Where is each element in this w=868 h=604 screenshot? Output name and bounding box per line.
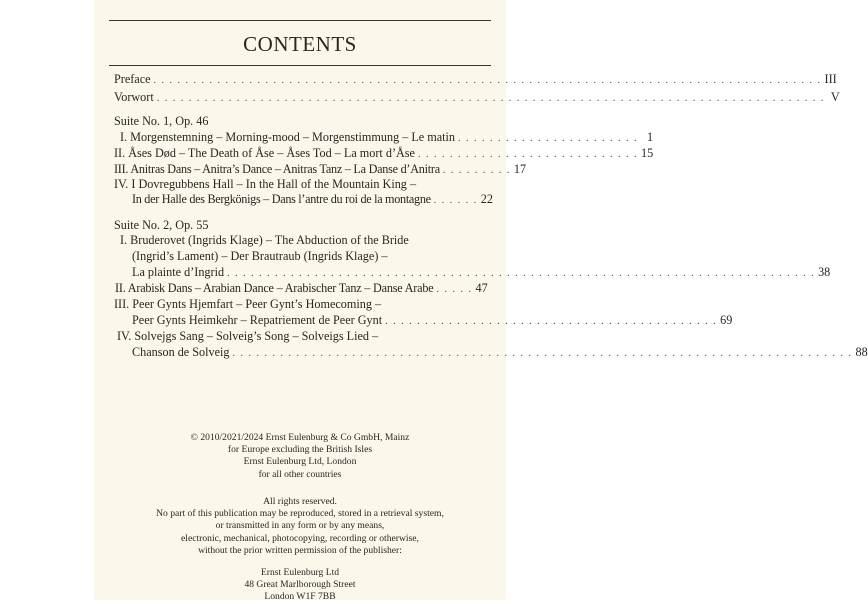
dot-leader: . . . . . . . . . . . . . . . . . . . . . . . . . . . . . . . . . . . . . . . . . . . . . . . . . . . . . . . . . . . . . . . . . . . . . . . . . . . . . . . . . . . . <box>153 75 822 86</box>
toc-entry-label: II. Arabisk Dans – Arabian Dance – Arabischer Tanz – Danse Arabe <box>115 281 434 295</box>
toc-entry-label: Peer Gynts Heimkehr – Repatriement de Peer Gynt <box>132 313 383 327</box>
title-rule <box>109 65 491 66</box>
toc-entry-continuation <box>132 192 493 206</box>
toc-page-number: 17 <box>513 162 527 176</box>
dot-leader: . . . . . . . . . . . . . . . . . . . . . . . <box>458 133 639 144</box>
page-title: CONTENTS <box>243 32 357 56</box>
toc-entry <box>120 233 486 247</box>
toc-entry-label: Vorwort <box>114 90 154 104</box>
toc-entry <box>114 297 486 311</box>
toc-entry-label: Chanson de Solveig <box>132 345 230 359</box>
toc-entry-continuation <box>132 313 733 327</box>
dot-leader: . . . . . . . . . . . . . . . . . . . . . . . . . . . . <box>417 149 638 160</box>
address-line: 48 Great Marlborough Street <box>244 579 356 591</box>
toc-entry-label: I. Bruderovet (Ingrids Klage) – The Abduction of the Bride <box>120 233 409 247</box>
toc-page-number: 15 <box>640 146 654 160</box>
toc-entry-label: Preface <box>114 72 151 86</box>
copyright-line: Ernst Eulenburg Ltd, London <box>243 456 357 468</box>
toc-entry <box>115 281 486 295</box>
copyright-notice <box>120 432 480 481</box>
rights-line: or transmitted in any form or by any means, <box>215 520 385 532</box>
toc-page-number: 1 <box>646 130 654 144</box>
toc-page-number: 88 <box>855 345 868 359</box>
toc-entry-preface <box>114 72 837 86</box>
toc-page-number: 47 <box>475 281 488 295</box>
toc-page-number: 22 <box>480 192 493 206</box>
copyright-line: for all other countries <box>258 468 342 480</box>
address-line: London W1F 7BB <box>264 591 336 603</box>
address-line: Ernst Eulenburg Ltd <box>260 567 340 578</box>
copyright-line: © 2010/2021/2024 Ernst Eulenburg & Co GmbH, Mainz <box>190 432 410 443</box>
publisher-address <box>120 567 480 604</box>
toc-entry-label: La plainte d’Ingrid <box>132 265 225 279</box>
rights-notice <box>120 496 480 557</box>
toc-page-number: V <box>830 90 840 104</box>
toc-page-number: 69 <box>720 313 733 327</box>
rights-line: electronic, mechanical, photocopying, recording or otherwise, <box>181 532 419 544</box>
toc-entry-continuation <box>132 345 868 359</box>
toc-entry-label: II. Åses Død – The Death of Åse – Åses Tod – La mort d’Åse <box>114 146 415 160</box>
toc-entry-continuation <box>132 249 486 263</box>
toc-page-number: 38 <box>818 265 831 279</box>
dot-leader: . . . . . . . . . <box>442 165 511 176</box>
rights-line: All rights reserved. <box>263 496 337 507</box>
copyright-line: for Europe excluding the British Isles <box>227 444 373 456</box>
dot-leader: . . . . . . . . . . . . . . . . . . . . . . . . . . . . . . . . . . . . . . . . . . . . . . . . . . . . . . . . . . . . . . . . . . . . . . . . . . . . . . . . . . . . <box>156 93 825 104</box>
toc-entry-label: III. Anitras Dans – Anitra’s Dance – Anitras Tanz – La Danse d’Anitra <box>114 162 440 176</box>
toc-entry <box>114 146 654 160</box>
toc-page-number: III <box>824 72 837 86</box>
rights-line: without the prior written permission of the publisher: <box>198 544 402 556</box>
toc-entry <box>117 329 486 343</box>
toc-entry-label: IV. I Dovregubbens Hall – In the Hall of the Mountain King – <box>114 177 417 191</box>
toc-entry <box>114 177 486 191</box>
toc-entry-label: III. Peer Gynts Hjemfart – Peer Gynt’s Homecoming – <box>114 297 382 311</box>
dot-leader: . . . . . <box>436 284 473 295</box>
top-rule <box>109 20 491 21</box>
toc-entry-vorwort <box>114 90 840 104</box>
dot-leader: . . . . . . . . . . . . . . . . . . . . . . . . . . . . . . . . . . . . . . . . . . <box>385 316 718 327</box>
toc-entry-label: IV. Solvejgs Sang – Solveig’s Song – Solveigs Lied – <box>117 329 379 343</box>
dot-leader: . . . . . . . . . . . . . . . . . . . . . . . . . . . . . . . . . . . . . . . . . . . . . . . . . . . . . . . . . . . . . . . . . . . . . . . . . . . . . . <box>232 348 853 359</box>
toc-entry-label: In der Halle des Bergkönigs – Dans l’antre du roi de la montagne <box>132 192 431 206</box>
toc-entry <box>114 162 527 176</box>
toc-entry <box>114 130 654 144</box>
toc-entry-label: (Ingrid’s Lament) – Der Brautraub (Ingrids Klage) – <box>132 249 388 263</box>
suite-1-heading: Suite No. 1, Op. 46 <box>114 114 209 128</box>
toc-entry-label: I. Morgenstemning – Morning-mood – Morgenstimmung – Le matin <box>120 130 456 144</box>
toc-entry-continuation <box>132 265 831 279</box>
dot-leader: . . . . . . . . . . . . . . . . . . . . . . . . . . . . . . . . . . . . . . . . . . . . . . . . . . . . . . . . . . . . . . . . . . . . . . . . . . <box>227 268 816 279</box>
dot-leader: . . . . . . <box>433 195 478 206</box>
rights-line: No part of this publication may be reproduced, stored in a retrieval system, <box>156 508 444 520</box>
suite-2-heading: Suite No. 2, Op. 55 <box>114 218 209 232</box>
